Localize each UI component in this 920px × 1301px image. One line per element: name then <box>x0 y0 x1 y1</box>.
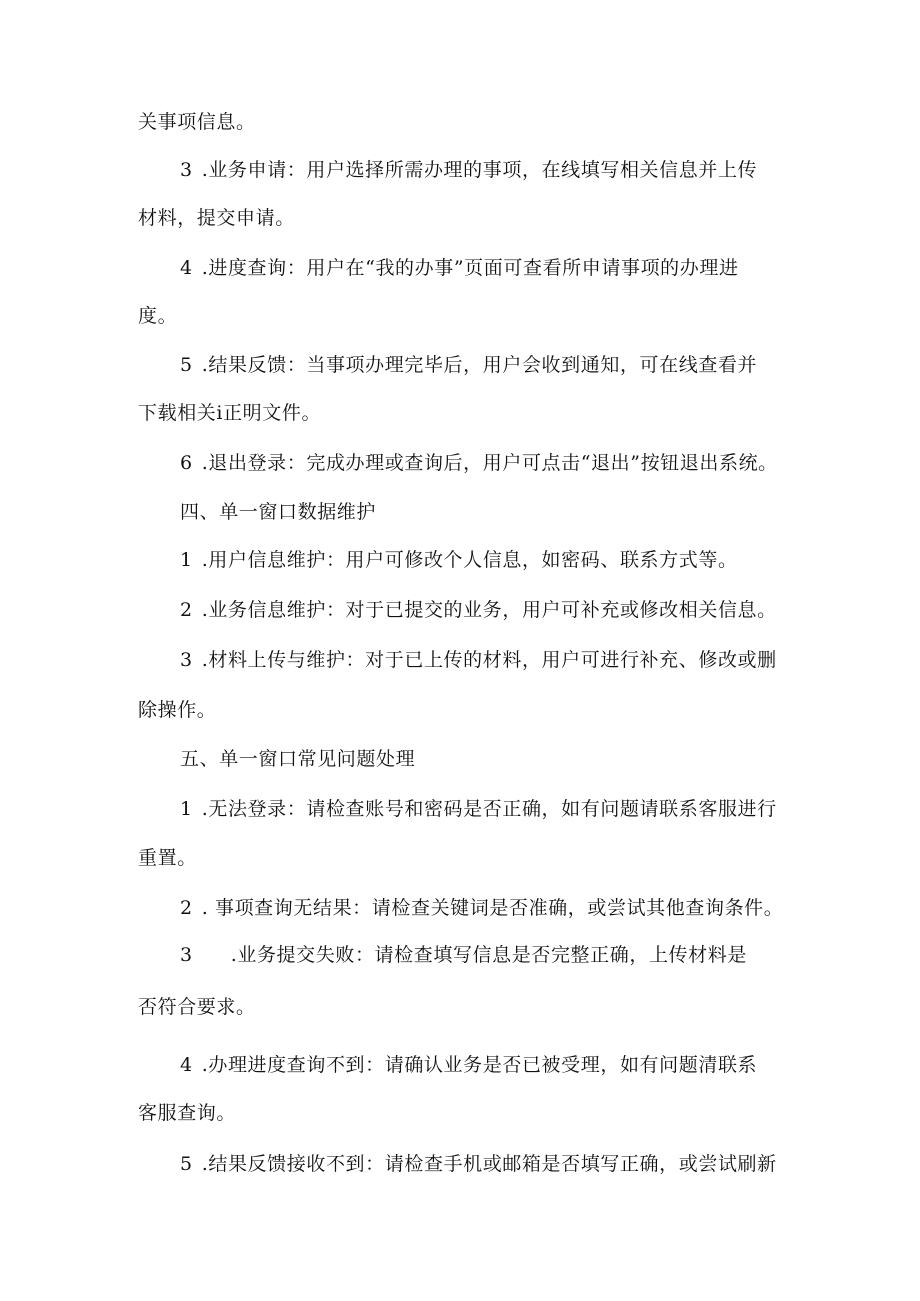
item-number: 6 <box>180 452 193 474</box>
item-number: 3 <box>180 159 193 181</box>
item-number: 5 <box>180 1153 193 1175</box>
paragraph-text: 材料，提交申请。 <box>138 207 295 229</box>
text-line <box>180 1152 777 1176</box>
text-line <box>138 206 295 230</box>
paragraph-text: 下载相关i正明文件。 <box>138 402 322 424</box>
item-number: 3 <box>180 944 193 966</box>
item-number: 4 <box>180 1054 193 1076</box>
text-line <box>138 846 197 870</box>
heading-text: 四、单一窗口数据维护 <box>180 501 377 523</box>
paragraph-text: .无法登录：请检查账号和密码是否正确，如有问题请联系客服进行 <box>201 798 777 820</box>
paragraph-text: 否符合要求。 <box>138 996 256 1018</box>
text-line <box>180 451 778 475</box>
paragraph-text: .办理进度查询不到：请确认业务是否已被受理，如有问题清联系 <box>201 1054 758 1076</box>
paragraph-text: . 事项查询无结果：请检查关键词是否准确，或尝试其他查询条件。 <box>201 897 784 919</box>
section-heading <box>180 500 376 524</box>
text-line <box>138 304 177 328</box>
text-line <box>180 896 783 920</box>
text-line <box>138 995 256 1019</box>
text-line <box>180 598 777 622</box>
text-line <box>180 648 777 672</box>
item-number: 5 <box>180 354 193 376</box>
item-number: 3 <box>180 649 193 671</box>
text-line <box>138 1101 236 1125</box>
item-number: 2 <box>180 897 193 919</box>
paragraph-text: .进度查询：用户在“我的办事”页面可查看所申请事项的办理进 <box>201 257 739 279</box>
text-line <box>138 401 321 425</box>
text-line <box>138 698 216 722</box>
text-line <box>180 353 757 377</box>
paragraph-text: .业务信息维护：对于已提交的业务，用户可补充或修改相关信息。 <box>201 599 777 621</box>
section-heading <box>180 747 415 771</box>
paragraph-text: 除操作。 <box>138 699 217 721</box>
text-line <box>180 256 739 280</box>
text-line <box>138 110 256 134</box>
paragraph-text: .业务提交失败：请检查填写信息是否完整正确，上传材料是 <box>230 944 747 966</box>
paragraph-text: .结果反馈：当事项办理完毕后，用户会收到通知，可在线查看并 <box>201 354 758 376</box>
text-line <box>180 797 777 821</box>
paragraph-text: .用户信息维护：用户可修改个人信息，如密码、联系方式等。 <box>201 549 738 571</box>
text-line <box>180 158 757 182</box>
paragraph-text: .结果反馈接收不到：请检查手机或邮箱是否填写正确，或尝试刷新 <box>201 1153 777 1175</box>
paragraph-text: .业务申请：用户选择所需办理的事项，在线填写相关信息并上传 <box>201 159 758 181</box>
item-number: 1 <box>180 798 193 820</box>
item-number: 1 <box>180 549 193 571</box>
paragraph-text: 关事项信息。 <box>138 111 256 133</box>
paragraph-text: 客服查询。 <box>138 1102 237 1124</box>
text-line <box>180 1053 757 1077</box>
paragraph-text: 度。 <box>138 305 178 327</box>
item-number: 4 <box>180 257 193 279</box>
paragraph-text: .材料上传与维护：对于已上传的材料，用户可进行补充、修改或删 <box>201 649 777 671</box>
item-number: 2 <box>180 599 193 621</box>
heading-text: 五、单一窗口常见问题处理 <box>180 748 416 770</box>
text-line <box>180 548 738 572</box>
text-line <box>180 943 747 967</box>
paragraph-text: 重置。 <box>138 847 197 869</box>
paragraph-text: .退出登录：完成办理或查询后，用户可点击“退出”按钮退出系统。 <box>201 452 778 474</box>
